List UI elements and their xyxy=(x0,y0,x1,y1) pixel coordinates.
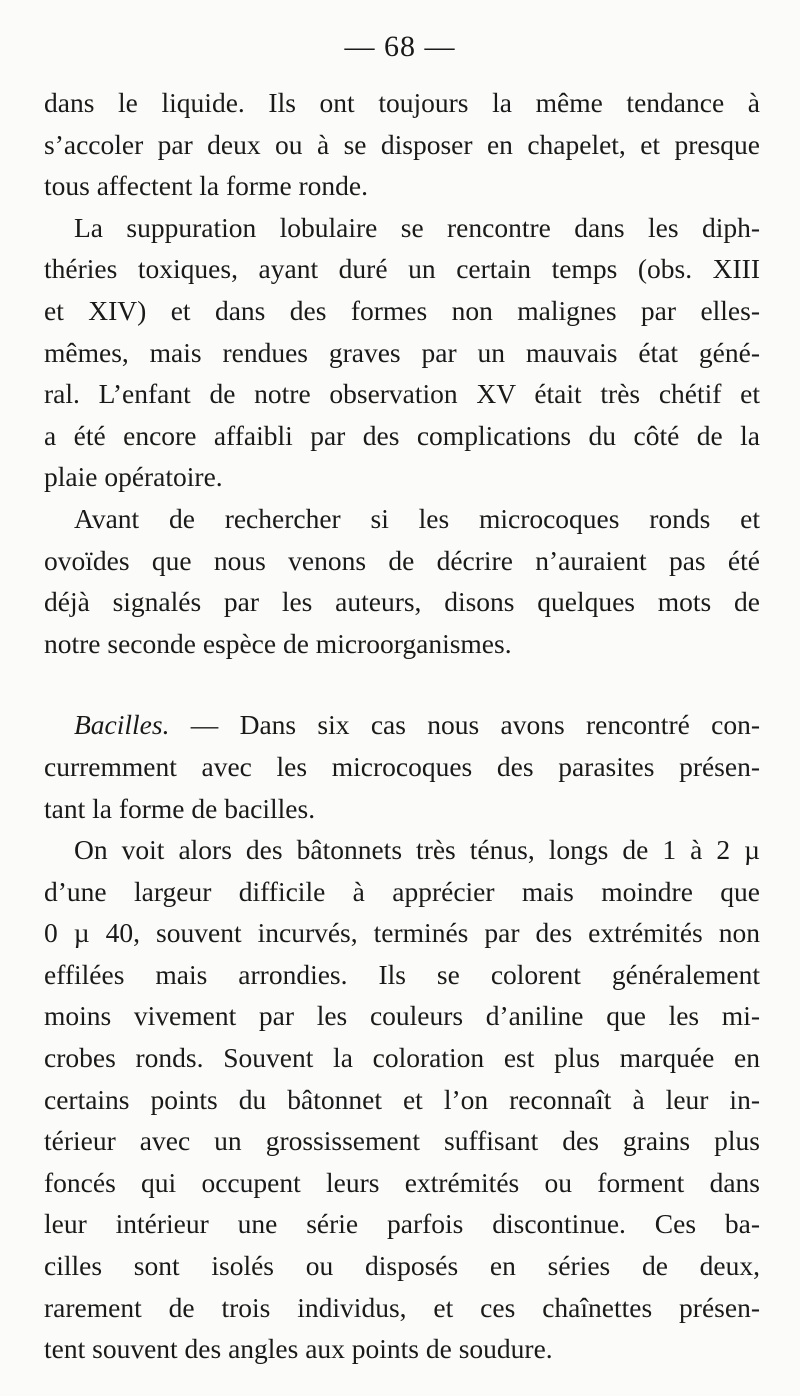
text-line: foncés qui occupent leurs extrémités ou forment dans xyxy=(44,1166,760,1198)
text-line: leur intérieur une série parfois discontinue. Ces ba- xyxy=(44,1208,760,1240)
text-line: a été encore affaibli par des complications du côté de la xyxy=(44,419,760,451)
section-heading: Bacilles. xyxy=(74,709,170,741)
text-line: cilles sont isolés ou disposés en séries de deux, xyxy=(44,1250,760,1282)
text-line: On voit alors des bâtonnets très ténus, longs de 1 à 2 µ xyxy=(74,834,760,866)
text-line: s’accoler par deux ou à se disposer en chapelet, et presque xyxy=(44,128,760,160)
text-line: ral. L’enfant de notre observation XV était très chétif et xyxy=(44,378,760,410)
paragraph-spacer xyxy=(44,664,760,704)
text-line: moins vivement par les couleurs d’aniline que les mi- xyxy=(44,1000,760,1032)
text-line: dans le liquide. Ils ont toujours la même tendance à xyxy=(44,87,760,118)
text-line: théries toxiques, ayant duré un certain temps (obs. XIII xyxy=(44,253,760,285)
text-line: ovoïdes que nous venons de décrire n’auraient pas été xyxy=(44,544,760,576)
text-line: effilées mais arrondies. Ils se colorent généralement xyxy=(44,958,760,990)
text-line: rarement de trois individus, et ces chaînettes présen- xyxy=(44,1291,760,1323)
text-line: tent souvent des angles aux points de soudure. xyxy=(44,1333,553,1365)
text-line: plaie opératoire. xyxy=(44,461,223,493)
text-line: notre seconde espèce de microorganismes. xyxy=(44,627,512,659)
text-line: déjà signalés par les auteurs, disons quelques mots de xyxy=(44,586,760,618)
text-line: mêmes, mais rendues graves par un mauvais état géné- xyxy=(44,336,760,368)
text-line: térieur avec un grossissement suffisant des grains plus xyxy=(44,1125,760,1157)
text-line: 0 µ 40, souvent incurvés, terminés par des extrémités non xyxy=(44,917,760,949)
text-line: crobes ronds. Souvent la coloration est plus marquée en xyxy=(44,1042,760,1074)
page-text xyxy=(44,82,760,1370)
text-line: curremment avec les microcoques des parasites présen- xyxy=(44,750,760,782)
text-line: tant la forme de bacilles. xyxy=(44,792,316,824)
text-line-rest: — Dans six cas nous avons rencontré con- xyxy=(190,709,760,741)
text-line xyxy=(44,704,760,746)
page-number: — 68 — xyxy=(344,30,456,63)
text-line: La suppuration lobulaire se rencontre dans les diph- xyxy=(74,211,760,243)
text-line: d’une largeur difficile à apprécier mais moindre que xyxy=(44,875,760,907)
text-line: et XIV) et dans des formes non malignes par elles- xyxy=(44,294,760,326)
text-line: tous affectent la forme ronde. xyxy=(44,170,369,202)
text-line: Avant de rechercher si les microcoques ronds et xyxy=(74,502,760,534)
text-line: certains points du bâtonnet et l’on reconnaît à leur in- xyxy=(44,1083,760,1115)
